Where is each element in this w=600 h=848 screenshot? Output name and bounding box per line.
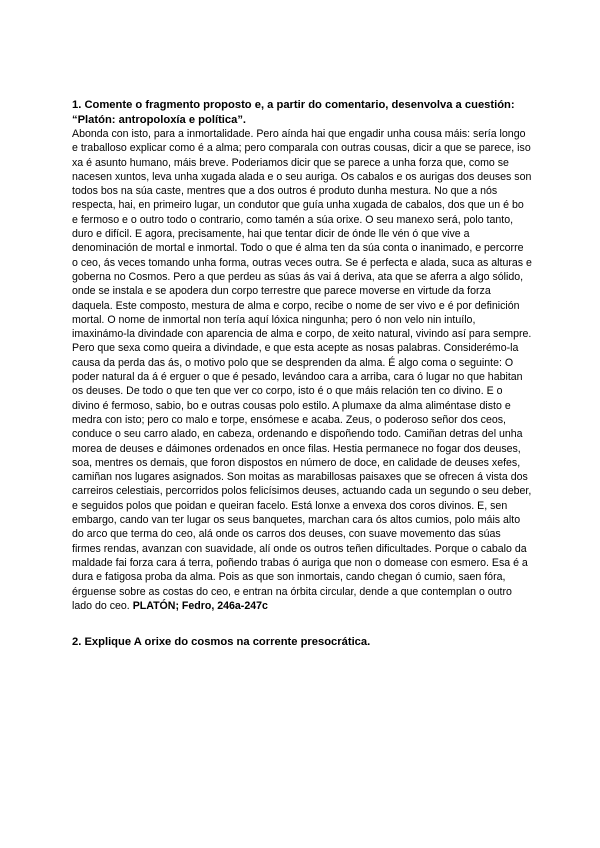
question-2-heading: 2. Explique A orixe do cosmos na corrente presocrática. bbox=[72, 636, 371, 649]
passage-text: Abonda con isto, para a inmortalidade. Pero aínda hai que engadir unha cousa máis: sería longo e traballoso explicar como é a alma; pero comparala con outras cousas, dicir a que se parece, iso xa é asunto humano, máis breve. Poderiamos dicir que se parece a unha forza que, como se nacesen xuntos, leva unha xugada alada e o seu auriga. Os cabalos e os aurigas dos deuses son todos bos na súa caste, mentres que a dos outros é produto dunha mestura. No que a nós respecta, hai, en primeiro lugar, un condutor que guía unha xugada de cabalos, dos que un é bo e fermoso e o outro todo o contrario, como tamén a súa orixe. O seu manexo será, polo tanto, duro e difícil. E agora, precisamente, hai que tentar dicir de ónde lle vén ó que vive a denominación de mortal e inmortal. Todo o que é alma ten da súa conta o inanimado, e percorre o ceo, ás veces tomando unha forma, outras veces outra. Se é perfecta e alada, suca as alturas e goberna no Cosmos. Pero a que perdeu as súas ás vai á deriva, ata que se aferra a algo sólido, onde se instala e se apodera dun corpo terrestre que parece moverse en virtude da forza daquela. Este composto, mestura de alma e corpo, recibe o nome de ser vivo e é por definición mortal. O nome de inmortal non tería aquí lóxica ningunha; pero ó non velo nin intuílo, imaxinámo-la divindade con aparencia de alma e corpo, de xeito natural, vivindo así para sempre. Pero que sexa como queira a divindade, e que esta acepte as nosas palabras. Considerémo-la causa da perda das ás, o motivo polo que se desprenden da alma. É algo coma o seguinte: O poder natural da á é erguer o que é pesado, levándoo cara a arriba, cara ó lugar no que habitan os deuses. De todo o que ten que ver co corpo, isto é o que máis relación ten co divino. E o divino é fermoso, sabio, bo e outras cousas polo estilo. A plumaxe da alma aliméntase disto e medra con isto; pero co malo e torpe, ensómese e acaba. Zeus, o poderoso señor dos ceos, conduce o seu carro alado, en cabeza, ordenando e dispoñendo todo. Camiñan detras del unha morea de deuses e dáimones ordenados en once filas. Hestia permanece no fogar dos deuses, soa, mentres os demais, que foron dispostos en número de doce, en calidade de deuses xefes, camiñan nos lugares asignados. Son moitas as marabillosas paisaxes que se ofrecen á vista dos carreiros celestiais, percorridos polos felicísimos deuses, actuando cada un segundo o seu deber, e seguidos polos que poidan e queiran facelo. Está lonxe a envexa dos coros divinos. E, sen embargo, cando van ter lugar os seus banquetes, marchan cara ós altos cumios, polo máis alto do arco que terma do ceo, alá onde os carros dos deuses, con suave movemento das súas firmes rendas, avanzan con suavidade, alí onde os outros teñen dificultades. Porque o cabalo da maldade fai forza cara á terra, poñendo trabas ó auriga que non o domease con esmero. Esa é a dura e fatigosa proba da alma. Pois as que son inmortais, cando chegan ó cumio, saen fóra, érguense sobre as costas do ceo, e entran na órbita circular, dende a que contemplan o outro lado do ceo. bbox=[72, 128, 532, 612]
question-2 bbox=[72, 635, 532, 650]
passage-citation: PLATÓN; Fedro, 246a-247c bbox=[132, 599, 268, 612]
question-1-heading-line1: 1. Comente o fragmento proposto e, a partir do comentario, desenvolva a cuestión: bbox=[72, 99, 515, 111]
question-1-heading bbox=[72, 98, 532, 127]
question-1 bbox=[72, 98, 532, 613]
document-content bbox=[72, 98, 532, 650]
question-1-text bbox=[72, 127, 532, 613]
question-1-heading-line2: “Platón: antropoloxía e política”. bbox=[72, 113, 247, 126]
